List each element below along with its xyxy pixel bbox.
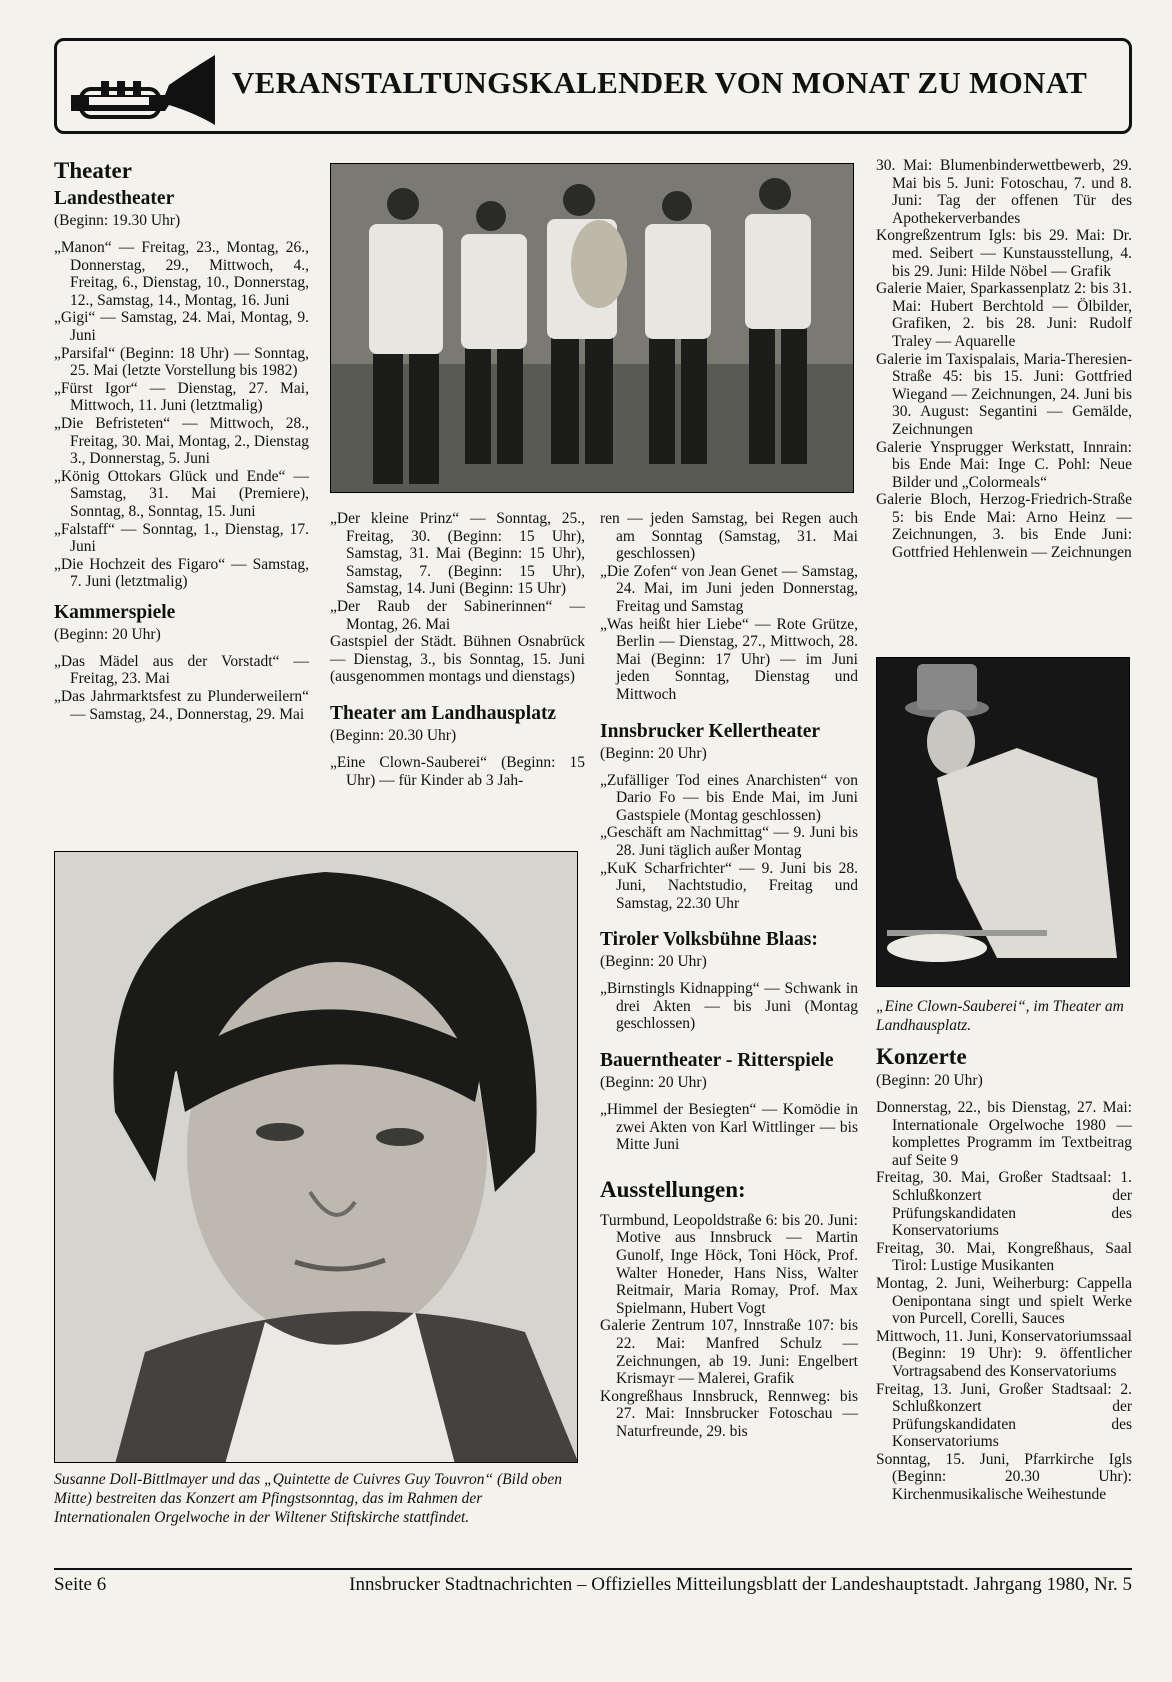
list-item: Freitag, 30. Mai, Kongreßhaus, Saal Tirol: Lustige Musikanten bbox=[876, 1239, 1132, 1275]
page-number: Seite 6 bbox=[54, 1574, 107, 1595]
subtitle-landhausplatz: (Beginn: 20.30 Uhr) bbox=[330, 726, 457, 744]
photo-clown bbox=[876, 657, 1130, 987]
list-item: „Das Mädel aus der Vorstadt“ — Freitag, 23. Mai bbox=[54, 652, 309, 688]
list-item: „Geschäft am Nachmittag“ — 9. Juni bis 28. Juni täglich außer Montag bbox=[600, 824, 858, 859]
caption-portrait-photo: Susanne Doll-Bittlmayer und das „Quintette de Cuivres Guy Touvron“ (Bild oben Mitte) bestreiten das Konzert am Pfingstsonntag, das im Rahmen der Internationalen Orgelwoche in der Wiltener Stiftskirche stattfindet. bbox=[54, 1471, 563, 1526]
heading-bauerntheater: Bauerntheater - Ritterspiele bbox=[600, 1050, 834, 1072]
list-item: „Die Hochzeit des Figaro“ — Samstag, 7. Juni (letztmalig) bbox=[54, 555, 309, 591]
photo-portrait bbox=[54, 851, 578, 1463]
list-item: 30. Mai: Blumenbinderwettbewerb, 29. Mai bis 5. Juni: Fotoschau, 7. und 8. Juni: Tag der offenen Tür des Apothekerverbandes bbox=[876, 157, 1132, 227]
caption-clown-photo: „Eine Clown-Sauberei“, im Theater am Landhausplatz. bbox=[876, 998, 1124, 1034]
list-item: Galerie Bloch, Herzog-Friedrich-Straße 5: bis Ende Mai: Arno Heinz — Zeichnungen, 3. bis Ende Juni: Gottfried Hehlenwein — Zeichnungen bbox=[876, 491, 1132, 562]
list-item: Gastspiel der Städt. Bühnen Osnabrück — Dienstag, 3., bis Sonntag, 15. Juni (ausgenommen montags und dienstags) bbox=[330, 633, 585, 686]
page-header bbox=[54, 38, 1132, 134]
section-heading-ausstellungen: Ausstellungen: bbox=[600, 1176, 746, 1202]
column-theater-continued bbox=[330, 510, 585, 789]
list-item: Montag, 2. Juni, Weiherburg: Cappella Oenipontana singt und spielt Werke von Purcell, Corelli, Sauces bbox=[876, 1274, 1132, 1328]
list-item: Mittwoch, 11. Juni, Konservatoriumssaal (Beginn: 19 Uhr): 9. öffentlicher Vortragsabend des Konservatoriums bbox=[876, 1327, 1132, 1380]
list-item: Galerie Maier, Sparkassenplatz 2: bis 31. Mai: Hubert Berchtold — Ölbilder, Grafiken, 2. bis 28. Juni: Rudolf Traley — Aquarelle bbox=[876, 280, 1132, 350]
photo-brass-quintet bbox=[330, 163, 854, 493]
column-ausstellungen-konzerte bbox=[876, 157, 1132, 562]
list-item: „Himmel der Besiegten“ — Komödie in zwei Akten von Karl Wittlinger — bis Mitte Juni bbox=[600, 1101, 858, 1154]
section-heading-theater: Theater bbox=[54, 158, 132, 183]
publication-info: Innsbrucker Stadtnachrichten – Offizielles Mitteilungsblatt der Landeshauptstadt. Jahrgang 1980, Nr. 5 bbox=[349, 1574, 1132, 1595]
list-item: „Eine Clown-Sauberei“ (Beginn: 15 Uhr) — für Kinder ab 3 Jah- bbox=[330, 753, 585, 789]
column-konzerte bbox=[876, 1043, 1132, 1504]
list-item: „Zufälliger Tod eines Anarchisten“ von Dario Fo — bis Ende Mai, im Juni Gastspiele (Montag geschlossen) bbox=[600, 771, 858, 824]
subtitle-kammerspiele: (Beginn: 20 Uhr) bbox=[54, 625, 161, 643]
list-item: „Das Jahrmarktsfest zu Plunderweilern“ — Samstag, 24., Donnerstag, 29. Mai bbox=[54, 688, 309, 723]
list-item: Kongreßzentrum Igls: bis 29. Mai: Dr. med. Seibert — Kunstausstellung, 4. bis 29. Juni: Hilde Nöbel — Grafik bbox=[876, 227, 1132, 280]
column-theater bbox=[54, 157, 309, 723]
list-item: „Birnstingls Kidnapping“ — Schwank in drei Akten — bis Juni (Montag geschlossen) bbox=[600, 980, 858, 1033]
list-item: „Der Raub der Sabinerinnen“ — Montag, 26. Mai bbox=[330, 597, 585, 633]
heading-landestheater: Landestheater bbox=[54, 188, 175, 209]
list-item: „Parsifal“ (Beginn: 18 Uhr) — Sonntag, 25. Mai (letzte Vorstellung bis 1982) bbox=[54, 344, 309, 380]
list-item: Donnerstag, 22., bis Dienstag, 27. Mai: Internationale Orgelwoche 1980 — komplettes Programm im Textbeitrag auf Seite 9 bbox=[876, 1099, 1132, 1169]
list-item: „Was heißt hier Liebe“ — Rote Grütze, Berlin — Dienstag, 27., Mittwoch, 28. Mai (Beginn: 17 Uhr) — im Juni jeden Sonntag, Dienstag und Mittwoch bbox=[600, 615, 858, 703]
list-item: „König Ottokars Glück und Ende“ — Samstag, 31. Mai (Premiere), Sonntag, 8., Sonntag, 15. Juni bbox=[54, 467, 309, 520]
subtitle-konzerte: (Beginn: 20 Uhr) bbox=[876, 1072, 983, 1089]
trumpet-icon bbox=[65, 47, 225, 127]
heading-landhausplatz: Theater am Landhausplatz bbox=[330, 702, 557, 724]
list-item: Kongreßhaus Innsbruck, Rennweg: bis 27. Mai: Innsbrucker Fotoschau — Naturfreunde, 29. bis bbox=[600, 1387, 858, 1440]
list-item: Galerie Zentrum 107, Innstraße 107: bis 22. Mai: Manfred Schulz — Zeichnungen, ab 19. Juni: Engelbert Krismayr — Malerei, Grafik bbox=[600, 1317, 858, 1388]
heading-kammerspiele: Kammerspiele bbox=[54, 601, 176, 623]
footer-divider bbox=[54, 1568, 1132, 1570]
list-item: „Fürst Igor“ — Dienstag, 27. Mai, Mittwoch, 11. Juni (letztmalig) bbox=[54, 379, 309, 415]
list-item: Galerie im Taxispalais, Maria-Theresien-Straße 45: bis 15. Juni: Gottfried Wiegand — Zeichnungen, 24. Juni bis 30. August: Segantini — Gemälde, Zeichnungen bbox=[876, 350, 1132, 438]
list-item: ren — jeden Samstag, bei Regen auch am Sonntag (Samstag, 31. Mai geschlossen) bbox=[600, 510, 858, 563]
list-item: „Falstaff“ — Sonntag, 1., Dienstag, 17. Juni bbox=[54, 520, 309, 556]
section-heading-konzerte: Konzerte bbox=[876, 1044, 967, 1069]
list-item: „Manon“ — Freitag, 23., Montag, 26., Donnerstag, 29., Mittwoch, 4., Freitag, 6., Dienstag, 10., Donnerstag, 12., Samstag, 14., Montag, 16. Juni bbox=[54, 239, 309, 309]
list-item: „Die Zofen“ von Jean Genet — Samstag, 24. Mai, im Juni jeden Donnerstag, Freitag und Samstag bbox=[600, 562, 858, 615]
subtitle-volksbuehne: (Beginn: 20 Uhr) bbox=[600, 953, 707, 971]
subtitle-bauerntheater: (Beginn: 20 Uhr) bbox=[600, 1074, 707, 1092]
list-item: Turmbund, Leopoldstraße 6: bis 20. Juni: Motive aus Innsbruck — Martin Gunolf, Inge Höck, Toni Höck, Prof. Walter Honeder, Hans Niss, Walter Reitmair, Maria Romay, Prof. Max Spielmann, Hubert Vogt bbox=[600, 1211, 858, 1317]
subtitle-landestheater: (Beginn: 19.30 Uhr) bbox=[54, 212, 181, 229]
column-kellertheater bbox=[600, 510, 858, 1441]
list-item: „KuK Scharfrichter“ — 9. Juni bis 28. Juni, Nachtstudio, Freitag und Samstag, 22.30 Uhr bbox=[600, 859, 858, 912]
heading-volksbuehne: Tiroler Volksbühne Blaas: bbox=[600, 929, 818, 951]
subtitle-kellertheater: (Beginn: 20 Uhr) bbox=[600, 744, 707, 762]
list-item: „Die Befristeten“ — Mittwoch, 28., Freitag, 30. Mai, Montag, 2., Dienstag 3., Donnerstag, 5. Juni bbox=[54, 414, 309, 468]
list-item: Freitag, 30. Mai, Großer Stadtsaal: 1. Schlußkonzert der Prüfungskandidaten des Konservatoriums bbox=[876, 1169, 1132, 1240]
list-item: Freitag, 13. Juni, Großer Stadtsaal: 2. Schlußkonzert der Prüfungskandidaten des Konservatoriums bbox=[876, 1380, 1132, 1451]
list-item: Sonntag, 15. Juni, Pfarrkirche Igls (Beginn: 20.30 Uhr): Kirchenmusikalische Weihestunde bbox=[876, 1450, 1132, 1504]
list-item: „Gigi“ — Samstag, 24. Mai, Montag, 9. Juni bbox=[54, 309, 309, 344]
list-item: „Der kleine Prinz“ — Sonntag, 25., Freitag, 30. (Beginn: 15 Uhr), Samstag, 31. Mai (Beginn: 15 Uhr), Samstag, 7. (Beginn: 15 Uhr), Samstag, 14. Juni (Beginn: 15 Uhr) bbox=[330, 510, 585, 598]
list-item: Galerie Ynsprugger Werkstatt, Innrain: bis Ende Mai: Inge C. Pohl: Neue Bilder und „Colormeals“ bbox=[876, 438, 1132, 491]
page-title: VERANSTALTUNGSKALENDER VON MONAT ZU MONAT bbox=[232, 65, 1088, 100]
heading-kellertheater: Innsbrucker Kellertheater bbox=[600, 720, 821, 742]
